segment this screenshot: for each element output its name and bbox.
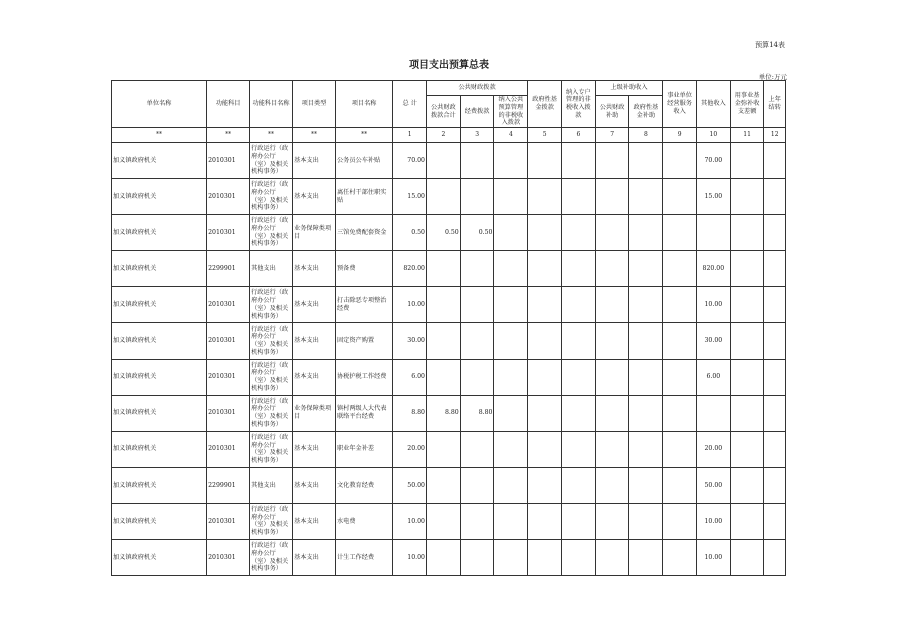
cell-service-income [663, 323, 697, 359]
cell-func-code: 2010301 [207, 395, 250, 431]
cell-in-budget-nontax [494, 215, 528, 251]
index-cell: 10 [696, 128, 730, 143]
cell-other-income: 10.00 [696, 503, 730, 539]
cell-func-name: 行政运行（政府办公厅（室）及相关机构事务） [250, 215, 293, 251]
cell-sup-gov-fund [629, 251, 663, 287]
cell-proj-name: 离任村干部住职实贴 [335, 179, 392, 215]
cell-in-budget-nontax [494, 179, 528, 215]
cell-special-mgmt [561, 431, 595, 467]
cell-in-budget-nontax [494, 431, 528, 467]
header-proj-name: 项目名称 [335, 81, 392, 128]
cell-carryover [764, 179, 786, 215]
cell-reserve-fund [730, 395, 764, 431]
cell-service-income [663, 251, 697, 287]
header-func-name: 功能科目名称 [250, 81, 293, 128]
cell-other-income: 30.00 [696, 323, 730, 359]
cell-sup-public-fiscal [595, 395, 629, 431]
cell-func-name: 行政运行（政府办公厅（室）及相关机构事务） [250, 395, 293, 431]
cell-sup-public-fiscal [595, 251, 629, 287]
cell-func-name: 其他支出 [250, 467, 293, 503]
cell-public-fiscal-subtotal [426, 540, 460, 576]
cell-unit-name: 加义镇政府机关 [112, 215, 207, 251]
index-cell: 7 [595, 128, 629, 143]
header-service-income: 事业单位经营服务收入 [663, 81, 697, 128]
cell-funding [460, 359, 494, 395]
cell-sup-public-fiscal [595, 287, 629, 323]
table-row [112, 323, 786, 359]
cell-func-name: 行政运行（政府办公厅（室）及相关机构事务） [250, 323, 293, 359]
cell-sup-public-fiscal [595, 540, 629, 576]
cell-total: 15.00 [393, 179, 427, 215]
cell-reserve-fund [730, 287, 764, 323]
table-row [112, 251, 786, 287]
cell-service-income [663, 287, 697, 323]
cell-unit-name: 加义镇政府机关 [112, 251, 207, 287]
cell-other-income: 15.00 [696, 179, 730, 215]
cell-carryover [764, 395, 786, 431]
cell-funding: 8.80 [460, 395, 494, 431]
cell-service-income [663, 179, 697, 215]
cell-public-fiscal-subtotal [426, 179, 460, 215]
cell-other-income: 10.00 [696, 540, 730, 576]
table-row [112, 179, 786, 215]
cell-public-fiscal-subtotal: 0.50 [426, 215, 460, 251]
cell-sup-gov-fund [629, 503, 663, 539]
header-total: 总 计 [393, 81, 427, 128]
index-cell: 12 [764, 128, 786, 143]
cell-proj-type: 业务保障类项目 [293, 395, 336, 431]
cell-func-code: 2010301 [207, 503, 250, 539]
cell-total: 10.00 [393, 503, 427, 539]
cell-sup-public-fiscal [595, 179, 629, 215]
cell-gov-fund [528, 359, 562, 395]
index-cell: 8 [629, 128, 663, 143]
cell-sup-public-fiscal [595, 215, 629, 251]
cell-public-fiscal-subtotal [426, 251, 460, 287]
cell-func-name: 行政运行（政府办公厅（室）及相关机构事务） [250, 143, 293, 179]
cell-proj-name: 职业年金补差 [335, 431, 392, 467]
cell-special-mgmt [561, 215, 595, 251]
cell-other-income [696, 215, 730, 251]
cell-unit-name: 加义镇政府机关 [112, 359, 207, 395]
cell-total: 50.00 [393, 467, 427, 503]
cell-sup-gov-fund [629, 215, 663, 251]
cell-service-income [663, 503, 697, 539]
header-gov-fund: 政府性基金拨款 [528, 81, 562, 128]
index-cell: 1 [393, 128, 427, 143]
budget-table [111, 80, 786, 576]
cell-carryover [764, 323, 786, 359]
cell-carryover [764, 467, 786, 503]
cell-in-budget-nontax [494, 323, 528, 359]
index-cell: 4 [494, 128, 528, 143]
header-unit-name: 单位名称 [112, 81, 207, 128]
cell-carryover [764, 540, 786, 576]
cell-gov-fund [528, 503, 562, 539]
table-row [112, 467, 786, 503]
cell-func-code: 2010301 [207, 359, 250, 395]
cell-in-budget-nontax [494, 467, 528, 503]
cell-public-fiscal-subtotal: 8.80 [426, 395, 460, 431]
header-public-fiscal: 公共财政拨款 [426, 81, 527, 96]
index-cell: 2 [426, 128, 460, 143]
header-carryover: 上年结转 [764, 81, 786, 128]
cell-func-code: 2010301 [207, 540, 250, 576]
cell-carryover [764, 287, 786, 323]
cell-funding [460, 540, 494, 576]
cell-sup-gov-fund [629, 287, 663, 323]
cell-func-code: 2010301 [207, 323, 250, 359]
cell-sup-gov-fund [629, 179, 663, 215]
cell-proj-name: 打击除恶专项整治经费 [335, 287, 392, 323]
header-other-income: 其他收入 [696, 81, 730, 128]
cell-total: 30.00 [393, 323, 427, 359]
cell-in-budget-nontax [494, 287, 528, 323]
index-cell: 3 [460, 128, 494, 143]
cell-sup-gov-fund [629, 359, 663, 395]
cell-reserve-fund [730, 215, 764, 251]
cell-special-mgmt [561, 467, 595, 503]
cell-in-budget-nontax [494, 395, 528, 431]
cell-proj-name: 计生工作经费 [335, 540, 392, 576]
cell-func-code: 2299901 [207, 251, 250, 287]
cell-public-fiscal-subtotal [426, 467, 460, 503]
cell-total: 10.00 [393, 287, 427, 323]
cell-proj-type: 基本支出 [293, 179, 336, 215]
index-cell: ** [207, 128, 250, 143]
header-funding: 经费拨款 [460, 96, 494, 128]
table-row [112, 395, 786, 431]
cell-proj-type: 基本支出 [293, 503, 336, 539]
table-row [112, 431, 786, 467]
cell-other-income: 10.00 [696, 287, 730, 323]
cell-proj-name: 预备费 [335, 251, 392, 287]
cell-special-mgmt [561, 359, 595, 395]
cell-funding [460, 467, 494, 503]
cell-carryover [764, 359, 786, 395]
cell-gov-fund [528, 323, 562, 359]
cell-sup-public-fiscal [595, 323, 629, 359]
cell-service-income [663, 359, 697, 395]
cell-in-budget-nontax [494, 503, 528, 539]
cell-total: 70.00 [393, 143, 427, 179]
cell-carryover [764, 143, 786, 179]
index-cell: 6 [561, 128, 595, 143]
cell-gov-fund [528, 540, 562, 576]
cell-proj-type: 基本支出 [293, 467, 336, 503]
table-row [112, 215, 786, 251]
cell-other-income: 50.00 [696, 467, 730, 503]
index-cell: 11 [730, 128, 764, 143]
header-superior-subsidy: 上级补助收入 [595, 81, 663, 96]
cell-func-name: 行政运行（政府办公厅（室）及相关机构事务） [250, 503, 293, 539]
cell-func-code: 2010301 [207, 179, 250, 215]
header-special-mgmt: 纳入专户管理的非税收入拨款 [561, 81, 595, 128]
cell-func-code: 2010301 [207, 215, 250, 251]
cell-sup-gov-fund [629, 143, 663, 179]
cell-public-fiscal-subtotal [426, 287, 460, 323]
cell-unit-name: 加义镇政府机关 [112, 540, 207, 576]
cell-sup-gov-fund [629, 467, 663, 503]
unit-label: 单位:万元 [758, 73, 787, 81]
header-in-budget-nontax: 纳入公共预算管理的非税收入拨款 [494, 96, 528, 128]
cell-proj-name: 水电费 [335, 503, 392, 539]
index-cell: ** [250, 128, 293, 143]
cell-unit-name: 加义镇政府机关 [112, 143, 207, 179]
cell-proj-name: 文化教育经费 [335, 467, 392, 503]
header-public-fiscal-subtotal: 公共财政拨款合计 [426, 96, 460, 128]
cell-unit-name: 加义镇政府机关 [112, 503, 207, 539]
cell-service-income [663, 467, 697, 503]
cell-func-code: 2010301 [207, 431, 250, 467]
cell-total: 6.00 [393, 359, 427, 395]
cell-unit-name: 加义镇政府机关 [112, 287, 207, 323]
cell-other-income: 6.00 [696, 359, 730, 395]
cell-func-name: 行政运行（政府办公厅（室）及相关机构事务） [250, 540, 293, 576]
cell-func-code: 2010301 [207, 143, 250, 179]
cell-proj-type: 基本支出 [293, 251, 336, 287]
cell-unit-name: 加义镇政府机关 [112, 323, 207, 359]
cell-sup-public-fiscal [595, 503, 629, 539]
cell-proj-name: 协税护税工作经费 [335, 359, 392, 395]
cell-funding [460, 431, 494, 467]
cell-total: 10.00 [393, 540, 427, 576]
table-tag: 预算14表 [755, 41, 785, 49]
cell-sup-public-fiscal [595, 467, 629, 503]
cell-special-mgmt [561, 540, 595, 576]
cell-funding [460, 143, 494, 179]
header-sup-gov-fund: 政府性基金补助 [629, 96, 663, 128]
cell-special-mgmt [561, 287, 595, 323]
cell-total: 20.00 [393, 431, 427, 467]
cell-other-income: 820.00 [696, 251, 730, 287]
cell-sup-public-fiscal [595, 431, 629, 467]
cell-proj-type: 基本支出 [293, 540, 336, 576]
cell-special-mgmt [561, 503, 595, 539]
cell-proj-name: 镇村两级人大代表联络平台经费 [335, 395, 392, 431]
cell-proj-name: 固定资产购置 [335, 323, 392, 359]
header-reserve-fund: 用事业基金弥补收支差额 [730, 81, 764, 128]
table-row [112, 359, 786, 395]
cell-gov-fund [528, 395, 562, 431]
cell-gov-fund [528, 215, 562, 251]
cell-unit-name: 加义镇政府机关 [112, 395, 207, 431]
cell-func-name: 其他支出 [250, 251, 293, 287]
cell-public-fiscal-subtotal [426, 323, 460, 359]
cell-service-income [663, 431, 697, 467]
cell-gov-fund [528, 143, 562, 179]
header-proj-type: 项目类型 [293, 81, 336, 128]
cell-carryover [764, 431, 786, 467]
cell-in-budget-nontax [494, 143, 528, 179]
cell-func-name: 行政运行（政府办公厅（室）及相关机构事务） [250, 431, 293, 467]
cell-funding [460, 323, 494, 359]
cell-funding [460, 179, 494, 215]
cell-reserve-fund [730, 431, 764, 467]
cell-funding [460, 251, 494, 287]
cell-proj-type: 基本支出 [293, 431, 336, 467]
cell-reserve-fund [730, 143, 764, 179]
cell-reserve-fund [730, 359, 764, 395]
cell-funding [460, 503, 494, 539]
cell-in-budget-nontax [494, 359, 528, 395]
cell-total: 820.00 [393, 251, 427, 287]
table-row [112, 143, 786, 179]
table-row [112, 503, 786, 539]
cell-special-mgmt [561, 323, 595, 359]
cell-proj-type: 基本支出 [293, 323, 336, 359]
cell-reserve-fund [730, 323, 764, 359]
index-cell: ** [335, 128, 392, 143]
cell-func-name: 行政运行（政府办公厅（室）及相关机构事务） [250, 287, 293, 323]
cell-gov-fund [528, 179, 562, 215]
cell-func-name: 行政运行（政府办公厅（室）及相关机构事务） [250, 359, 293, 395]
cell-sup-gov-fund [629, 323, 663, 359]
cell-special-mgmt [561, 395, 595, 431]
cell-funding: 0.50 [460, 215, 494, 251]
cell-carryover [764, 503, 786, 539]
index-row [112, 128, 786, 143]
cell-other-income: 70.00 [696, 143, 730, 179]
cell-unit-name: 加义镇政府机关 [112, 467, 207, 503]
cell-total: 8.80 [393, 395, 427, 431]
cell-proj-name: 三馆免费配套资金 [335, 215, 392, 251]
cell-gov-fund [528, 287, 562, 323]
table-row [112, 540, 786, 576]
cell-func-code: 2299901 [207, 467, 250, 503]
cell-proj-name: 公务员公车补贴 [335, 143, 392, 179]
cell-proj-type: 基本支出 [293, 287, 336, 323]
cell-reserve-fund [730, 467, 764, 503]
cell-proj-type: 基本支出 [293, 359, 336, 395]
cell-reserve-fund [730, 179, 764, 215]
cell-proj-type: 业务保障类项目 [293, 215, 336, 251]
cell-func-name: 行政运行（政府办公厅（室）及相关机构事务） [250, 179, 293, 215]
cell-special-mgmt [561, 251, 595, 287]
cell-unit-name: 加义镇政府机关 [112, 431, 207, 467]
header-sup-public-fiscal: 公共财政补助 [595, 96, 629, 128]
cell-public-fiscal-subtotal [426, 431, 460, 467]
cell-public-fiscal-subtotal [426, 359, 460, 395]
cell-sup-public-fiscal [595, 359, 629, 395]
cell-gov-fund [528, 467, 562, 503]
cell-sup-gov-fund [629, 395, 663, 431]
cell-public-fiscal-subtotal [426, 503, 460, 539]
cell-unit-name: 加义镇政府机关 [112, 179, 207, 215]
cell-reserve-fund [730, 251, 764, 287]
cell-special-mgmt [561, 143, 595, 179]
cell-reserve-fund [730, 503, 764, 539]
cell-in-budget-nontax [494, 251, 528, 287]
cell-other-income [696, 395, 730, 431]
cell-sup-gov-fund [629, 540, 663, 576]
header-func-code: 功能科目 [207, 81, 250, 128]
index-cell: ** [293, 128, 336, 143]
cell-service-income [663, 215, 697, 251]
cell-other-income: 20.00 [696, 431, 730, 467]
cell-carryover [764, 215, 786, 251]
cell-sup-gov-fund [629, 431, 663, 467]
index-cell: 9 [663, 128, 697, 143]
index-cell: 5 [528, 128, 562, 143]
table-row [112, 287, 786, 323]
cell-special-mgmt [561, 179, 595, 215]
cell-service-income [663, 143, 697, 179]
cell-reserve-fund [730, 540, 764, 576]
cell-public-fiscal-subtotal [426, 143, 460, 179]
cell-total: 0.50 [393, 215, 427, 251]
cell-sup-public-fiscal [595, 143, 629, 179]
cell-gov-fund [528, 251, 562, 287]
cell-proj-type: 基本支出 [293, 143, 336, 179]
cell-in-budget-nontax [494, 540, 528, 576]
cell-gov-fund [528, 431, 562, 467]
index-cell: ** [112, 128, 207, 143]
cell-funding [460, 287, 494, 323]
cell-carryover [764, 251, 786, 287]
cell-func-code: 2010301 [207, 287, 250, 323]
cell-service-income [663, 540, 697, 576]
page-title: 项目支出预算总表 [409, 60, 489, 71]
cell-service-income [663, 395, 697, 431]
